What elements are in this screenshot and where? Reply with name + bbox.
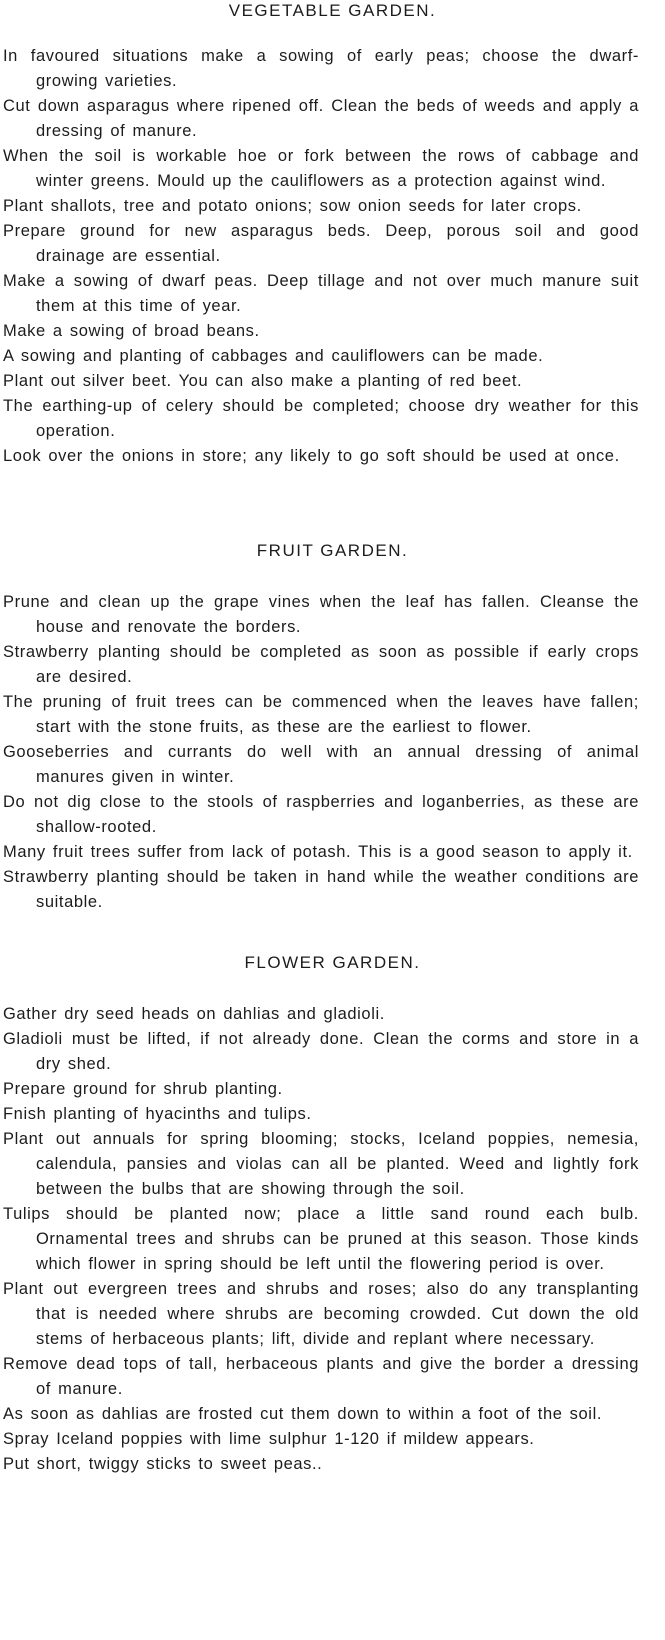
list-item: Plant out annuals for spring blooming; stocks, Iceland poppies, nemesia, calendula, pansies and violas can all be planted. Weed and lightly fork between the bulbs that are showing through the soil. <box>3 1130 639 1198</box>
flower-garden-heading: FLOWER GARDEN. <box>244 953 421 972</box>
list-item: Plant out evergreen trees and shrubs and roses; also do any transplanting that is needed where shrubs are becoming crowded. Cut down the old stems of herbaceous plants; lift, divide and replant where necessary. <box>3 1280 639 1348</box>
list-item: Look over the onions in store; any likely to go soft should be used at once. <box>3 447 620 465</box>
list-item: Gladioli must be lifted, if not already done. Clean the corms and store in a dry shed. <box>3 1030 639 1073</box>
list-item: Cut down asparagus where ripened off. Clean the beds of weeds and apply a dressing of manure. <box>3 97 639 140</box>
flower-garden-section <box>0 952 665 1477</box>
list-item: Make a sowing of broad beans. <box>3 322 260 340</box>
list-item: Spray Iceland poppies with lime sulphur 1-120 if mildew appears. <box>3 1430 535 1448</box>
fruit-garden-section <box>0 540 665 915</box>
list-item: Remove dead tops of tall, herbaceous plants and give the border a dressing of manure. <box>3 1355 639 1398</box>
list-item: As soon as dahlias are frosted cut them down to within a foot of the soil. <box>3 1405 603 1423</box>
list-item: When the soil is workable hoe or fork between the rows of cabbage and winter greens. Mould up the cauliflowers as a protection against wind. <box>3 147 639 190</box>
list-item: Gather dry seed heads on dahlias and gladioli. <box>3 1005 385 1023</box>
vegetable-garden-list <box>0 44 665 469</box>
list-item: Many fruit trees suffer from lack of potash. This is a good season to apply it. <box>3 843 633 861</box>
fruit-garden-list <box>0 590 665 915</box>
vegetable-garden-heading: VEGETABLE GARDEN. <box>228 1 437 20</box>
list-item: Gooseberries and currants do well with an annual dressing of animal manures given in winter. <box>3 743 639 786</box>
list-item: Strawberry planting should be taken in hand while the weather conditions are suitable. <box>3 868 639 911</box>
list-item: The pruning of fruit trees can be commenced when the leaves have fallen; start with the stone fruits, as these are the earliest to flower. <box>3 693 639 736</box>
list-item: Make a sowing of dwarf peas. Deep tillage and not over much manure suit them at this time of year. <box>3 272 639 315</box>
list-item: Put short, twiggy sticks to sweet peas.. <box>3 1455 323 1473</box>
flower-garden-list <box>0 1002 665 1477</box>
vegetable-garden-section <box>0 0 665 469</box>
list-item: Tulips should be planted now; place a little sand round each bulb. Ornamental trees and shrubs can be pruned at this season. Those kinds which flower in spring should be left until the flowering period is over. <box>3 1205 639 1273</box>
list-item: Fnish planting of hyacinths and tulips. <box>3 1105 312 1123</box>
list-item: Strawberry planting should be completed as soon as possible if early crops are desired. <box>3 643 639 686</box>
list-item: In favoured situations make a sowing of early peas; choose the dwarf-growing varieties. <box>3 47 639 90</box>
fruit-garden-heading: FRUIT GARDEN. <box>256 541 409 560</box>
list-item: Prepare ground for new asparagus beds. Deep, porous soil and good drainage are essential. <box>3 222 639 265</box>
list-item: The earthing-up of celery should be completed; choose dry weather for this operation. <box>3 397 639 440</box>
list-item: Do not dig close to the stools of raspberries and loganberries, as these are shallow-rooted. <box>3 793 639 836</box>
list-item: A sowing and planting of cabbages and cauliflowers can be made. <box>3 347 544 365</box>
list-item: Plant shallots, tree and potato onions; sow onion seeds for later crops. <box>3 197 582 215</box>
list-item: Prune and clean up the grape vines when the leaf has fallen. Cleanse the house and renovate the borders. <box>3 593 639 636</box>
list-item: Plant out silver beet. You can also make a planting of red beet. <box>3 372 523 390</box>
list-item: Prepare ground for shrub planting. <box>3 1080 283 1098</box>
